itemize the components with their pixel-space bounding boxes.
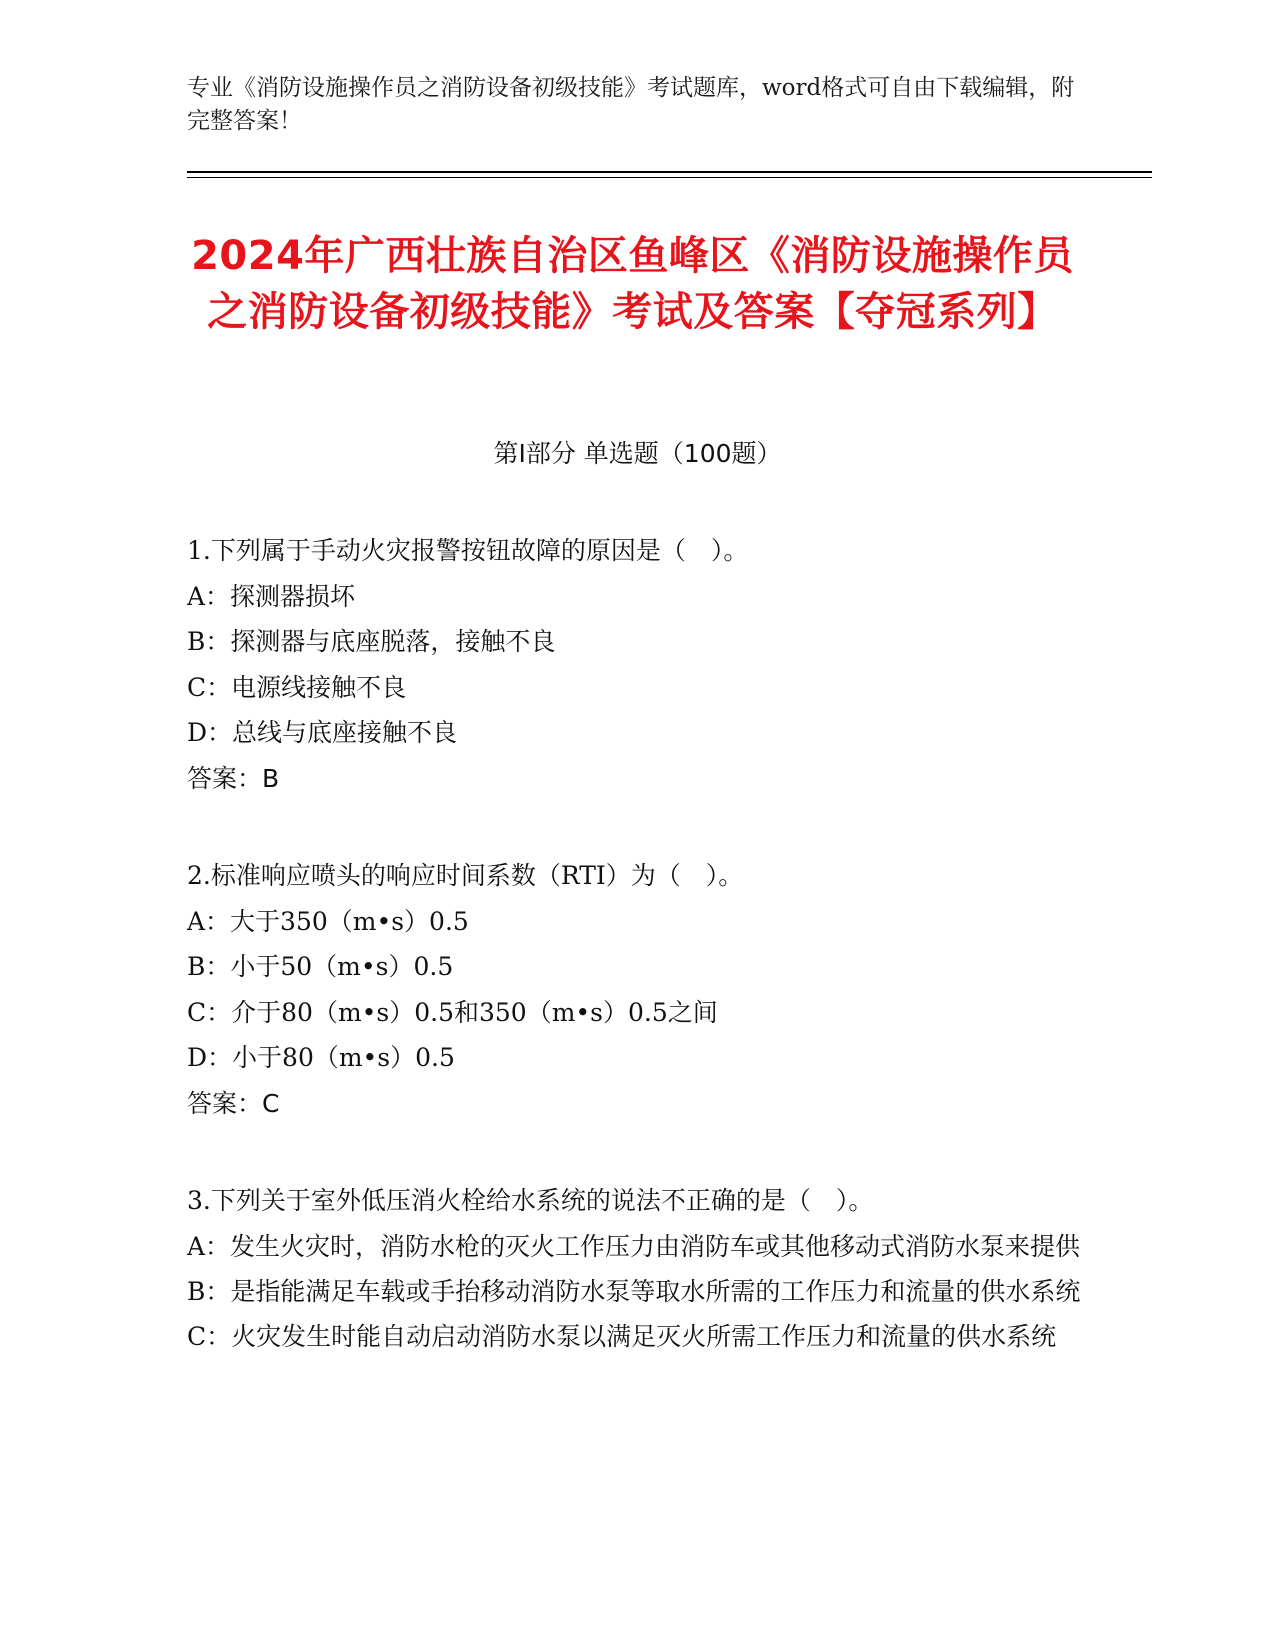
question-stem: 1.下列属于手动火灾报警按钮故障的原因是（ ）。 [187, 536, 749, 565]
answer-line: 答案：C [187, 1088, 280, 1118]
question-1 [187, 528, 1087, 801]
answer-line: 答案：B [187, 763, 280, 793]
header-note: 专业《消防设施操作员之消防设备初级技能》考试题库，word格式可自由下载编辑，附完整答案！ [187, 75, 1075, 134]
option-b: B：小于50（m•s）0.5 [187, 952, 454, 981]
option-c: C：火灾发生时能自动启动消防水泵以满足灭火所需工作压力和流量的供水系统 [187, 1321, 1057, 1351]
question-2 [187, 853, 1087, 1126]
section-title: 第Ⅰ部分 单选题（100题） [493, 439, 782, 468]
option-a: A：探测器损坏 [187, 581, 356, 611]
option-a: A：大于350（m•s）0.5 [187, 906, 469, 936]
question-3 [187, 1178, 1087, 1359]
header-rule-thin [187, 177, 1152, 178]
option-b: B：是指能满足车载或手抬移动消防水泵等取水所需的工作压力和流量的供水系统 [187, 1276, 1081, 1306]
question-list [187, 528, 1087, 1411]
option-d: D：小于80（m•s）0.5 [187, 1043, 455, 1072]
option-a: A：发生火灾时，消防水枪的灭火工作压力由消防车或其他移动式消防水泵来提供 [187, 1231, 1081, 1261]
option-b: B：探测器与底座脱落，接触不良 [187, 627, 556, 656]
question-stem: 3.下列关于室外低压消火栓给水系统的说法不正确的是（ ）。 [187, 1186, 874, 1215]
option-d: D：总线与底座接触不良 [187, 718, 458, 747]
document-title: 2024年广西壮族自治区鱼峰区《消防设施操作员之消防设备初级技能》考试及答案【夺冠系列】 [191, 233, 1074, 335]
question-stem: 2.标准响应喷头的响应时间系数（RTI）为（ ）。 [187, 861, 744, 890]
option-c: C：电源线接触不良 [187, 672, 407, 702]
option-c: C：介于80（m•s）0.5和350（m•s）0.5之间 [187, 997, 718, 1027]
header-rule-thick [187, 171, 1152, 173]
